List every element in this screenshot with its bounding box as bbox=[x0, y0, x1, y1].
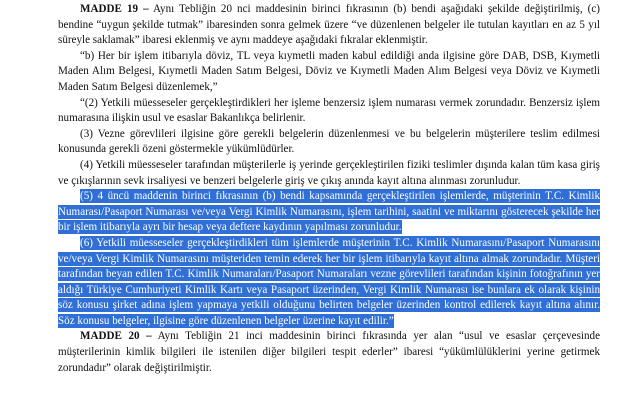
clause-b: “b) Her bir işlem itibarıyla döviz, TL veya kıymetli maden kabul edildiği anda ilgisine göre DAB, DSB, Kıymetli Maden Alım Belgesi, Kıymetli Maden Satım Belgesi, Döviz ve Kıymetli Maden Alım Belgesi veya Döviz ve Kıymetli Maden Satım Belgesi düzenlemek,” bbox=[58, 49, 600, 93]
madde-20-paragraph bbox=[58, 329, 600, 376]
paragraph-3: (3) Vezne görevlileri ilgisine göre gerekli belgelerin düzenlenmesi ve bu belgelerin müşterilere teslim edilmesi konusunda gerekli özeni göstermekle yükümlüdürler. bbox=[58, 127, 600, 156]
paragraph-2: “(2) Yetkili müesseseler gerçekleştirdikleri her işleme benzersiz işlem numarası vermek zorundadır. Benzersiz işlem numarasına ilişkin usul ve esaslar Bakanlıkça belirlenir. bbox=[58, 96, 600, 125]
paragraph-6[interactable] bbox=[58, 236, 600, 330]
madde-19-heading: MADDE 19 – bbox=[80, 3, 149, 15]
madde-20-heading: MADDE 20 – bbox=[80, 330, 152, 343]
paragraph-6-selected-text[interactable]: (6) Yetkili müesseseler gerçekleştirdikleri tüm işlemlerde müşterinin T.C. Kimlik Numarasını/Pasaport Numarasını ve/veya Vergi Kimlik Numarasını müşteriden temin ederek her bir işlem itibarıyla kayıt altına almak zorundadır. Müşteri tarafından beyan edilen T.C. Kimlik Numaraları/Pasaport Numaraları vezne görevlileri tarafından kişinin fotoğrafının yer aldığı Türkiye Cumhuriyeti Kimlik Kartı veya Pasaport üzerinden, Vergi Kimlik Numarası ise bunlara ek olarak kişinin söz konusu şirket adına işlem yapmaya yetkili olduğunu belirten belgeler üzerinden kontrol edilerek kayıt altına alınır. Söz konusu belgeler, ilgisine göre düzenlenen belgeler üzerine kayıt edilir.” bbox=[58, 236, 600, 327]
paragraph-4: (4) Yetkili müesseseler tarafından müşterilerle iş yerinde gerçekleştirilen fiziki teslimler dışında kalan tüm kasa giriş ve çıkışlarının sevk irsaliyesi ve benzeri belgelerle giriş ve çıkış anında kayıt altına alınması zorunludur. bbox=[58, 158, 600, 187]
paragraph-5[interactable] bbox=[58, 189, 600, 236]
madde-19-paragraph bbox=[58, 2, 600, 49]
paragraph-5-selected-text[interactable]: (5) 4 üncü maddenin birinci fıkrasının (b) bendi kapsamında gerçekleştirilen işlemlerde, müşterinin T.C. Kimlik Numarası/Pasaport Numarası ve/veya Vergi Kimlik Numarasını, işlem tarihini, saatini ve miktarını gösterecek şekilde her bir işlem itibarıyla ayrı bir hesap veya deftere kaydının yapılması zorunludur. bbox=[58, 190, 600, 234]
madde-19-intro: Aynı Tebliğin 20 nci maddesinin birinci fıkrasının (b) bendi aşağıdaki şekilde değiştirilmiş, (c) bendine “uygun şekilde tutmak” ibaresinden sonra gelmek üzere “ve düzenlenen belgeler ile tutulan kayıtları en az 5 yıl süreyle saklamak” ibaresi eklenmiş ve aynı maddeye aşağıdaki fıkralar eklenmiştir. bbox=[58, 3, 600, 47]
madde-20-intro: Aynı Tebliğin 21 inci maddesinin birinci fıkrasında yer alan “usul ve esaslar çerçevesinde müşterilerinin kimlik bilgileri ile istenilen diğer bilgileri tespit ederler” ibaresi “yükümlülüklerini yerine getirmek zorundadır” olarak değiştirilmiştir. bbox=[58, 330, 601, 374]
